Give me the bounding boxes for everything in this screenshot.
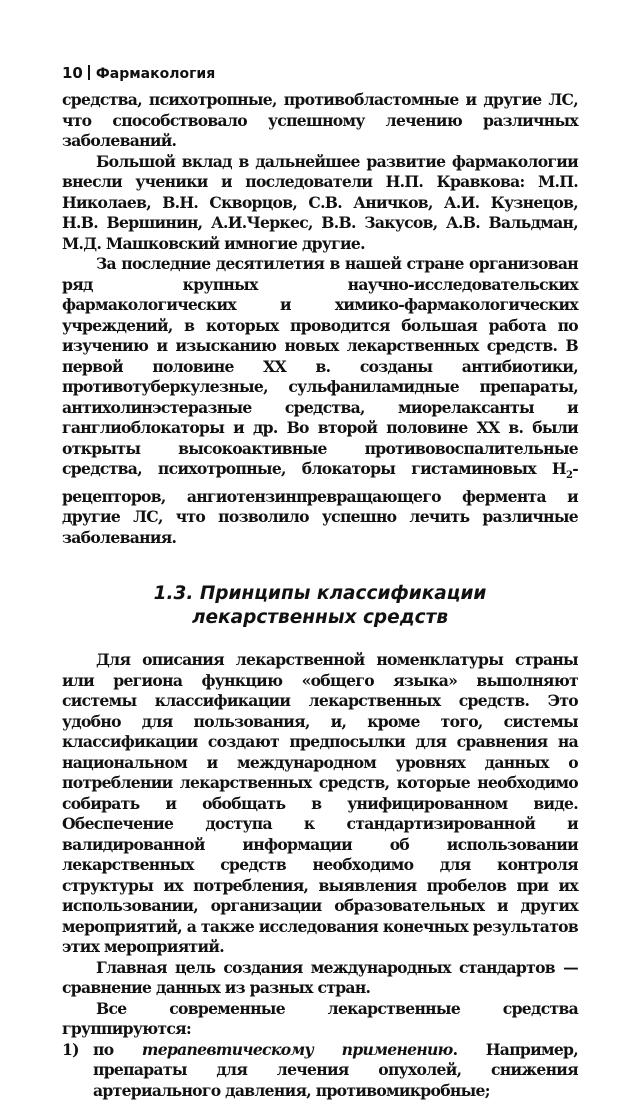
- paragraph-text: -рецепторов, ангиотензинпревращающего фермента и другие ЛС, что позволило успешно лечить различные заболевания.: [62, 459, 578, 547]
- list-rest: . Например, препараты для лечения опухолей, снижения артериального давления, противомикробные;: [93, 1039, 578, 1100]
- section-heading-line: 1.3. Принципы классификации: [153, 583, 487, 605]
- paragraph-text: За последние десятилетия в нашей стране организован ряд крупных научно-исследовательских фармакологических и химико-фармакологических учреждений, в которых проводится большая работа по изучению и изысканию новых лекарственных средств. В первой половине XX в. созданы антибиотики, противотуберкулезные, сульфаниламидные препараты, антихолинэстеразные средства, миорелаксанты и ганглиоблокаторы и др. Во второй половине XX в. были открыты высокоактивные противовоспалительные средства, психотропные, блокаторы гистаминовых Н: [62, 254, 578, 478]
- running-header: [62, 64, 215, 83]
- paragraph: [62, 254, 578, 548]
- list-item-text: [93, 1040, 578, 1101]
- section-heading-line: лекарственных средств: [191, 607, 449, 629]
- list-item: [62, 1040, 578, 1101]
- page-number: 10: [62, 64, 83, 82]
- paragraph: Все современные лекарственные средства группируются:: [62, 998, 578, 1039]
- list-emphasis: терапевтическому применению: [141, 1039, 453, 1059]
- running-title: Фармакология: [95, 66, 216, 82]
- subscript: 2: [565, 470, 573, 482]
- section-heading: [62, 582, 578, 630]
- list-marker: 1): [62, 1039, 79, 1059]
- page-body: [62, 90, 578, 1101]
- header-divider: [88, 65, 90, 80]
- list-lead: по: [93, 1039, 142, 1059]
- paragraph: средства, психотропные, противобластомные и другие ЛС, что способствовало успешному лечению различных заболеваний.: [62, 90, 578, 150]
- paragraph: Главная цель создания международных стандартов — сравнение данных из разных стран.: [62, 957, 578, 998]
- paragraph: Для описания лекарственной номенклатуры страны или региона функцию «общего языка» выполняют системы классификации лекарственных средств. Это удобно для пользования, и, кроме того, системы классификации создают предпосылки для сравнения на национальном и международном уровнях данных о потреблении лекарственных средств, которые необходимо собирать и обобщать в унифицированном виде. Обеспечение доступа к стандартизированной и валидированной информации об использовании лекарственных средств необходимо для контроля структуры их потребления, выявления пробелов при их использовании, организации образовательных и других мероприятий, а также исследования конечных результатов этих мероприятий.: [62, 650, 578, 957]
- paragraph: Большой вклад в дальнейшее развитие фармакологии внесли ученики и последователи Н.П. Кравкова: М.П. Николаев, В.Н. Скворцов, С.В. Аничков, А.И. Кузнецов, Н.В. Вершинин, А.И.Черкес, В.В. Закусов, А.В. Вальдман, М.Д. Машковский имногие другие.: [62, 151, 578, 253]
